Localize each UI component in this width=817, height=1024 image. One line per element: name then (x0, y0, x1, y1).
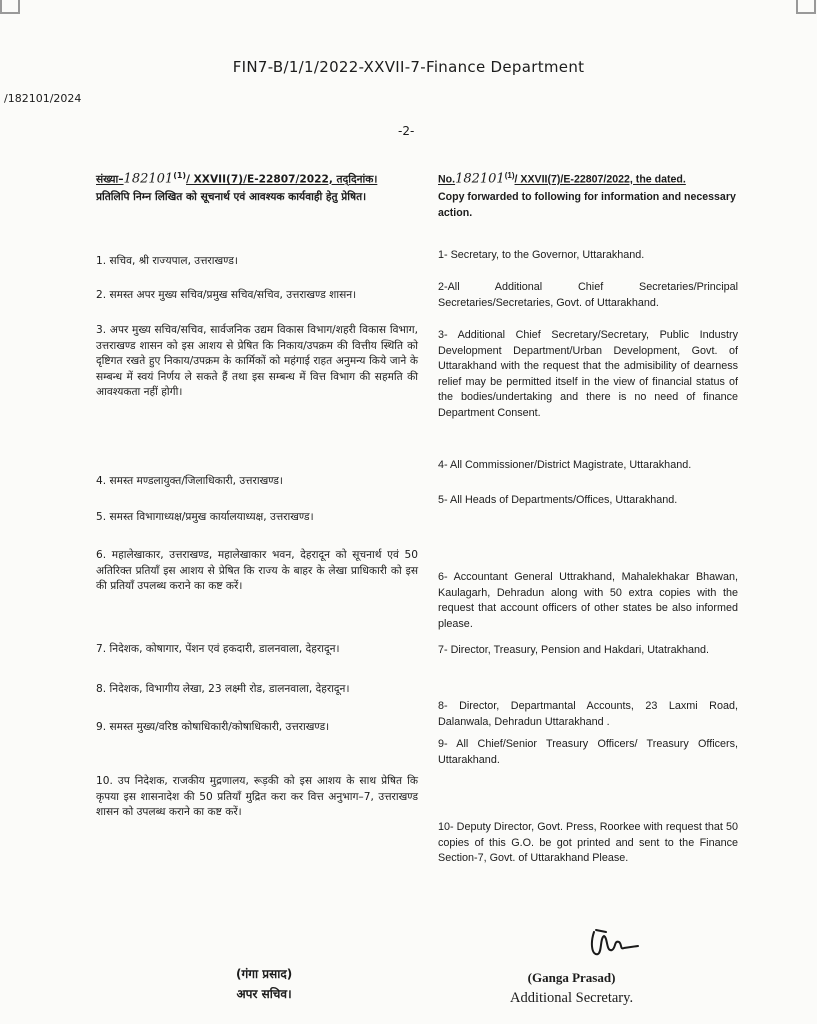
english-list-item: 9- All Chief/Senior Treasury Officers/ Treasury Officers, Uttarakhand. (438, 738, 738, 766)
english-list-item: 10- Deputy Director, Govt. Press, Roorkee with request that 50 copies of this G.O. be got printed and sent to the Finance Section-7, Govt. of Uttarakhand Please. (438, 821, 738, 864)
english-list-item: 8- Director, Departmantal Accounts, 23 Laxmi Road, Dalanwala, Dehradun Uttarakhand . (438, 700, 738, 728)
page-number: -2- (398, 124, 415, 138)
page-edge-mark-left (0, 0, 20, 14)
english-copy-forward-line: Copy forwarded to following for information and necessary action. (438, 191, 736, 219)
english-ref-prefix: No. (438, 173, 456, 186)
hindi-handwritten-suffix: (1) (173, 171, 187, 180)
hindi-list-item: 6. महालेखाकार, उत्तराखण्ड, महालेखाकार भवन, देहरादून को सूचनार्थ एवं 50 अतिरिक्त प्रतियाँ इस आशय से प्रेषित कि राज्य के बाहर के लेखा प्राधिकारी को इस की प्रतियाँ उपलब्ध कराने का कष्ट करें। (96, 549, 418, 592)
english-list-item: 6- Accountant General Uttrakhand, Mahalekhakar Bhawan, Kaulagarh, Dehradun along with 50 extra copies with the request that account officers of other states be also informed please. (438, 571, 738, 630)
hindi-list-item: 9. समस्त मुख्य/वरिष्ठ कोषाधिकारी/कोषाधिकारी, उत्तराखण्ड। (96, 721, 330, 733)
hindi-handwritten-number: 182101 (123, 171, 174, 187)
english-list-item: 7- Director, Treasury, Pension and Hakdari, Utatrakhand. (438, 644, 710, 656)
english-handwritten-suffix: (1) (504, 171, 515, 180)
english-reference-line (438, 168, 738, 188)
english-list-item: 2-All Additional Chief Secretaries/Principal Secretaries/Secretaries, Govt. of Uttarakhand. (438, 281, 738, 309)
hindi-list-item: 7. निदेशक, कोषागार, पेंशन एवं हकदारी, डालनवाला, देहरादून। (96, 643, 340, 655)
hindi-list-item: 8. निदेशक, विभागीय लेखा, 23 लक्ष्मी रोड, डालनवाला, देहरादून। (96, 683, 350, 695)
english-list-item: 5- All Heads of Departments/Offices, Uttarakhand. (438, 494, 678, 506)
hindi-list-item: 1. सचिव, श्री राज्यपाल, उत्तराखण्ड। (96, 255, 238, 267)
side-reference-number: /182101/2024 (4, 92, 82, 105)
english-signatory-designation: Additional Secretary. (510, 990, 634, 1006)
hindi-signatory-designation: अपर सचिव। (236, 987, 292, 1001)
english-column (438, 168, 738, 864)
english-ref-suffix: / XXVII(7)/E-22807/2022, the dated. (514, 173, 686, 186)
english-signature-block (510, 968, 633, 1008)
hindi-column (96, 168, 418, 818)
hindi-list-item: 3. अपर मुख्य सचिव/सचिव, सार्वजनिक उद्यम विकास विभाग/शहरी विकास विभाग, उत्तराखण्ड शासन को इस आशय से प्रेषित कि निकाय/उपक्रम की वित्तीय स्थिति को दृष्टिगत रखते हुए निकाय/उपक्रम के कार्मिकों को महंगाई राहत अनुमन्य किये जाने के सम्बन्ध में स्वयं निर्णय ले सकते हैं तथा इस सम्बन्ध में वित्त विभाग की सहमति की आवश्यकता नहीं होगी। (96, 324, 418, 398)
hindi-ref-prefix: संख्या– (96, 173, 124, 186)
hindi-list-item: 4. समस्त मण्डलायुक्त/जिलाधिकारी, उत्तराखण्ड। (96, 475, 283, 487)
file-number-header: FIN7-B/1/1/2022-XXVII-7-Finance Department (232, 58, 585, 76)
english-list-item: 1- Secretary, to the Governor, Uttarakhand. (438, 249, 645, 261)
english-list-item: 4- All Commissioner/District Magistrate, Uttarakhand. (438, 459, 692, 471)
page-edge-mark-right (796, 0, 816, 14)
hindi-signature-block (236, 964, 292, 1004)
hindi-signatory-name: (गंगा प्रसाद) (236, 967, 293, 981)
hindi-ref-suffix: / XXVII(7)/E-22807/2022, तद्‌दिनांक। (186, 173, 378, 186)
english-list-item: 3- Additional Chief Secretary/Secretary, Public Industry Development Department/Urban Development, Govt. of Uttarakhand with the request that the admisibility of dearness relief may be permitted itself in the view of financial status of the bodies/undertaking and there is no need of finance Department Consent. (438, 329, 738, 419)
hindi-reference-line (96, 168, 418, 188)
handwritten-signature (586, 926, 646, 966)
hindi-list-item: 5. समस्त विभागाध्यक्ष/प्रमुख कार्यालयाध्यक्ष, उत्तराखण्ड। (96, 511, 314, 523)
hindi-list-item: 10. उप निदेशक, राजकीय मुद्रणालय, रूड़की को इस आशय के साथ प्रेषित कि कृपया इस शासनादेश की 50 प्रतियाँ मुद्रित करा कर वित्त अनुभाग–7, उत्तराखण्ड शासन को उपलब्ध कराने का कष्ट करें। (96, 775, 418, 818)
hindi-copy-forward-line: प्रतिलिपि निम्न लिखित को सूचनार्थ एवं आवश्यक कार्यवाही हेतु प्रेषित। (96, 191, 367, 204)
hindi-list-item: 2. समस्त अपर मुख्य सचिव/प्रमुख सचिव/सचिव, उत्तराखण्ड शासन। (96, 289, 357, 301)
english-signatory-name: (Ganga Prasad) (527, 970, 616, 985)
english-handwritten-number: 182101 (455, 171, 505, 187)
